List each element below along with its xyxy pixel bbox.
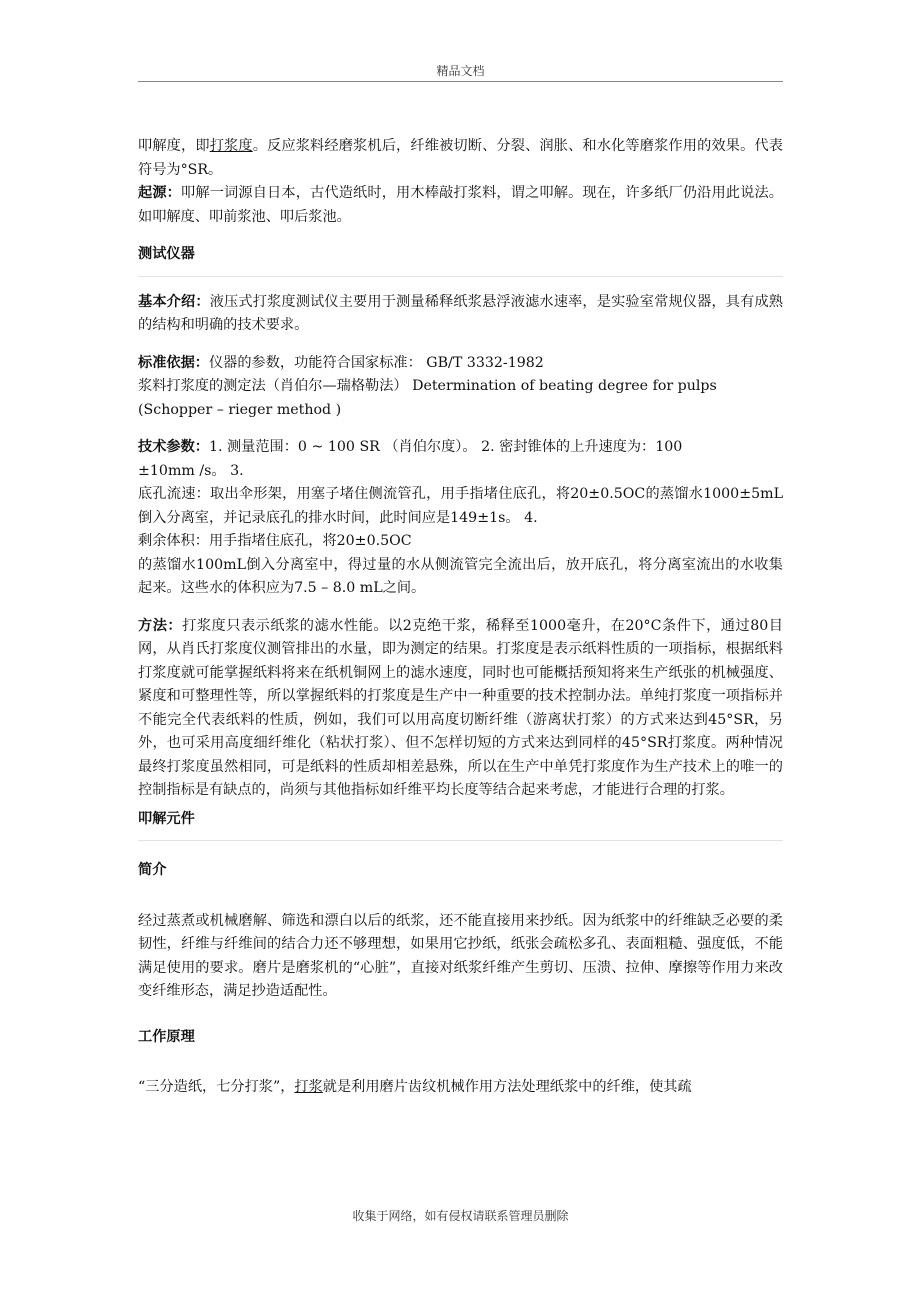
basic-intro-paragraph xyxy=(138,291,783,338)
intro-paragraph xyxy=(138,135,783,182)
tech-line-2: ±10mm /s。 3. xyxy=(138,462,244,479)
standard-line-3: (Schopper – rieger method ) xyxy=(138,401,342,418)
subsection-title-principle: 工作原理 xyxy=(138,1028,195,1045)
intro-section-paragraph: 经过蒸煮或机械磨解、筛选和漂白以后的纸浆，还不能直接用来抄纸。因为纸浆中的纤维缺乏必要的柔韧性，纤维与纤维间的结合力还不够理想，如果用它抄纸，纸张会疏松多孔、表面粗糙、强度低，不能满足使用的要求。磨片是磨浆机的“心脏”，直接对纸浆纤维产生剪切、压溃、拉伸、摩擦等作用力来改变纤维形态，满足抄造适配性。 xyxy=(138,912,783,999)
tech-params-label: 技术参数： xyxy=(138,439,209,455)
principle-text-a: “三分造纸，七分打浆”， xyxy=(138,1079,295,1095)
tech-line-5: 的蒸馏水100mL倒入分离室中，得过量的水从侧流管完全流出后，放开底孔，将分离室流出的水收集起来。这些水的体积应为7.5 – 8.0 mL之间。 xyxy=(138,556,783,596)
basic-intro-label: 基本介绍： xyxy=(138,293,210,310)
beating-degree-link[interactable]: 打浆度 xyxy=(209,138,253,154)
standard-line-2: 浆料打浆度的测定法（肖伯尔—瑞格勒法） Determination of beating degree for pulps xyxy=(138,378,717,394)
tech-line-1: 1. 测量范围：0 ~ 100 SR （肖伯尔度）。 2. 密封锥体的上升速度为：100 xyxy=(208,439,683,455)
header-divider xyxy=(138,81,783,82)
method-text: 打浆度只表示纸浆的滤水性能。以2克绝干浆，稀释至1000毫升，在20°C条件下，通过80目网，从肖氏打浆度仪测管排出的水量，即为测定的结果。打浆度是表示纸料性质的一项指标，根据纸料打浆度就可能掌握纸料将来在纸机铜网上的滤水速度，同时也可能概括预知将来生产纸张的机械强度、紧度和可整理性等，所以掌握纸料的打浆度是生产中一种重要的技术控制办法。单纯打浆度一项指标并不能完全代表纸料的性质，例如，我们可以用高度切断纤维（游离状打浆）的方式来达到45°SR，另外，也可采用高度细纤维化（粘状打浆）、但不怎样切短的方式来达到同样的45°SR打浆度。两种情况最终打浆度虽然相同，可是纸料的性质却相差悬殊，所以在生产中单凭打浆度作为生产技术上的唯一的控制指标是有缺点的，尚须与其他指标如纤维平均长度等结合起来考虑，才能进行合理的打浆。 xyxy=(138,617,783,798)
method-label: 方法： xyxy=(138,617,183,634)
principle-text-b: 就是利用磨片齿纹机械作用方法处理纸浆中的纤维，使其疏 xyxy=(322,1079,692,1095)
intro-text-a: 叩解度，即 xyxy=(138,138,210,154)
page-header: 精品文档 xyxy=(436,64,485,78)
document-body xyxy=(138,135,783,1100)
section-title-beating-element: 叩解元件 xyxy=(138,810,195,827)
origin-text: 叩解一词源自日本，古代造纸时，用木棒敲打浆料，谓之叩解。现在，许多纸厂仍沿用此说法。如叩解度、叩前浆池、叩后浆池。 xyxy=(138,185,783,225)
tech-line-4: 剩余体积：用手指堵住底孔，将20±0.5OC xyxy=(138,533,412,549)
section-title-test-instrument: 测试仪器 xyxy=(138,246,195,262)
page-footer: 收集于网络，如有侵权请联系管理员删除 xyxy=(352,1209,569,1223)
principle-paragraph xyxy=(138,1076,783,1100)
section-divider xyxy=(138,840,783,841)
standard-label: 标准依据： xyxy=(138,354,209,371)
standard-line-1: 仪器的参数，功能符合国家标准： GB/T 3332-1982 xyxy=(208,354,544,371)
section-divider xyxy=(138,276,783,277)
method-paragraph xyxy=(138,615,783,803)
basic-intro-text: 液压式打浆度测试仪主要用于测量稀释纸浆悬浮液滤水速率，是实验室常规仪器，具有成熟 的结构和明确的技术要求。 xyxy=(138,293,783,333)
standard-paragraph xyxy=(138,352,783,423)
tech-params-paragraph xyxy=(138,436,783,601)
tech-line-3: 底孔流速：取出伞形架，用塞子堵住侧流管孔，用手指堵住底孔，将20±0.5OC的蒸馏水1000±5mL倒入分离室，并记录底孔的排水时间，此时间应是149±1s。 4. xyxy=(138,486,783,526)
origin-label: 起源： xyxy=(138,185,182,201)
subsection-title-intro: 简介 xyxy=(138,862,167,878)
origin-paragraph xyxy=(138,182,783,229)
intro-text-b: 。反应浆料经磨浆机后，纤维被切断、分裂、润胀、和水化等磨浆作用的效果。代表符号为°SR。 xyxy=(138,138,783,178)
beating-link[interactable]: 打浆 xyxy=(294,1079,323,1095)
